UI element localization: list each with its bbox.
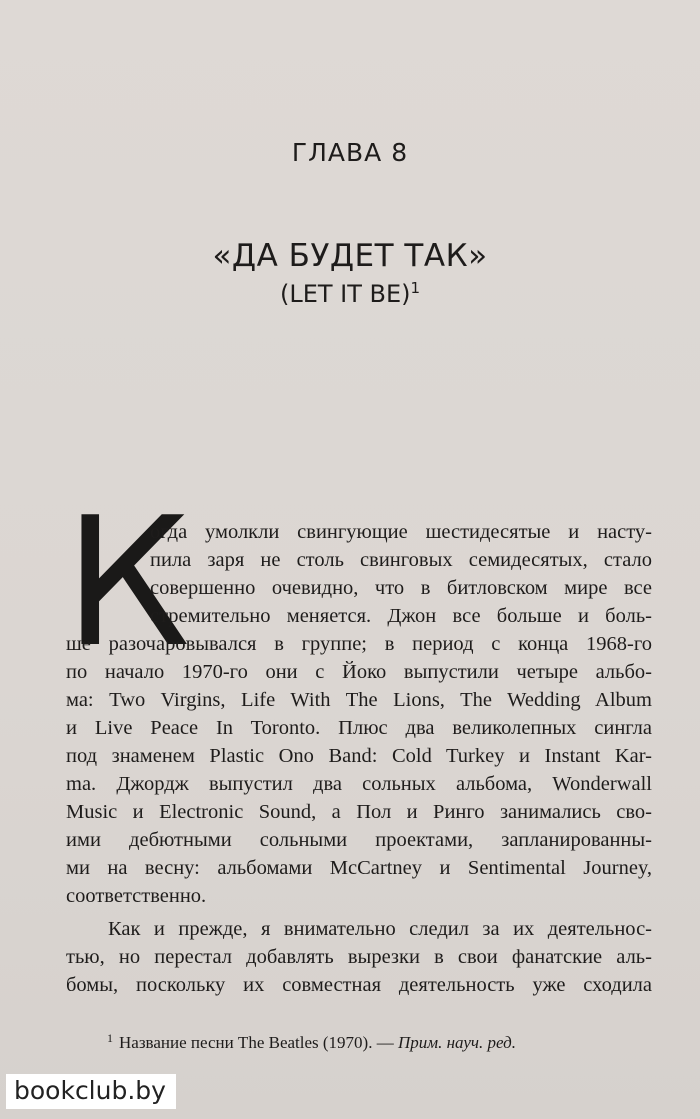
chapter-subtitle-text: (LET IT BE) <box>279 280 411 308</box>
watermark: bookclub.by <box>6 1074 176 1109</box>
paragraph2-line-2: тью, но перестал добавлять вырезки в свои фанатские аль- <box>66 946 652 968</box>
body-line-14: соответственно. <box>66 885 207 907</box>
body-line-3: совершенно очевидно, что в битловском мире все <box>150 577 652 599</box>
chapter-title: «ДА БУДЕТ ТАК» <box>212 238 488 274</box>
body-line-6: по начало 1970-го они с Йоко выпустили четыре альбо- <box>66 661 652 683</box>
chapter-label: ГЛАВА 8 <box>291 138 409 167</box>
body-line-9: под знаменем Plastic Ono Band: Cold Turkey и Instant Kar- <box>66 745 652 767</box>
footnote-text: Название песни The Beatles (1970). — <box>119 1033 398 1052</box>
body-line-10: ma. Джордж выпустил два сольных альбома, Wonderwall <box>66 773 652 795</box>
body-line-1: огда умолкли свингующие шестидесятые и насту- <box>150 521 652 543</box>
body-line-13: ми на весну: альбомами McCartney и Sentimental Journey, <box>66 857 652 879</box>
body-line-4: стремительно меняется. Джон все больше и боль- <box>150 605 652 627</box>
body-line-5: ше разочаровывался в группе; в период с конца 1968-го <box>66 633 652 655</box>
body-line-2: пила заря не столь свинговых семидесятых, стало <box>150 549 652 571</box>
paragraph2-line-1: Как и прежде, я внимательно следил за их деятельнос- <box>108 918 652 940</box>
footnote-reference: 1 <box>410 279 421 297</box>
footnote-editor-note: Прим. науч. ред. <box>397 1033 516 1052</box>
chapter-subtitle <box>0 279 700 308</box>
paragraph2-line-3: бомы, поскольку их совместная деятельность уже сходила <box>66 974 652 996</box>
drop-cap: К <box>64 479 191 686</box>
footnote <box>107 1031 516 1053</box>
body-line-12: ими дебютными сольными проектами, запланированны- <box>66 829 652 851</box>
body-line-7: ма: Two Virgins, Life With The Lions, The Wedding Album <box>66 689 652 711</box>
footnote-number: 1 <box>107 1031 113 1045</box>
body-line-11: Music и Electronic Sound, а Пол и Ринго занимались сво- <box>66 801 652 823</box>
body-line-8: и Live Peace In Toronto. Плюс два великолепных сингла <box>66 717 652 739</box>
